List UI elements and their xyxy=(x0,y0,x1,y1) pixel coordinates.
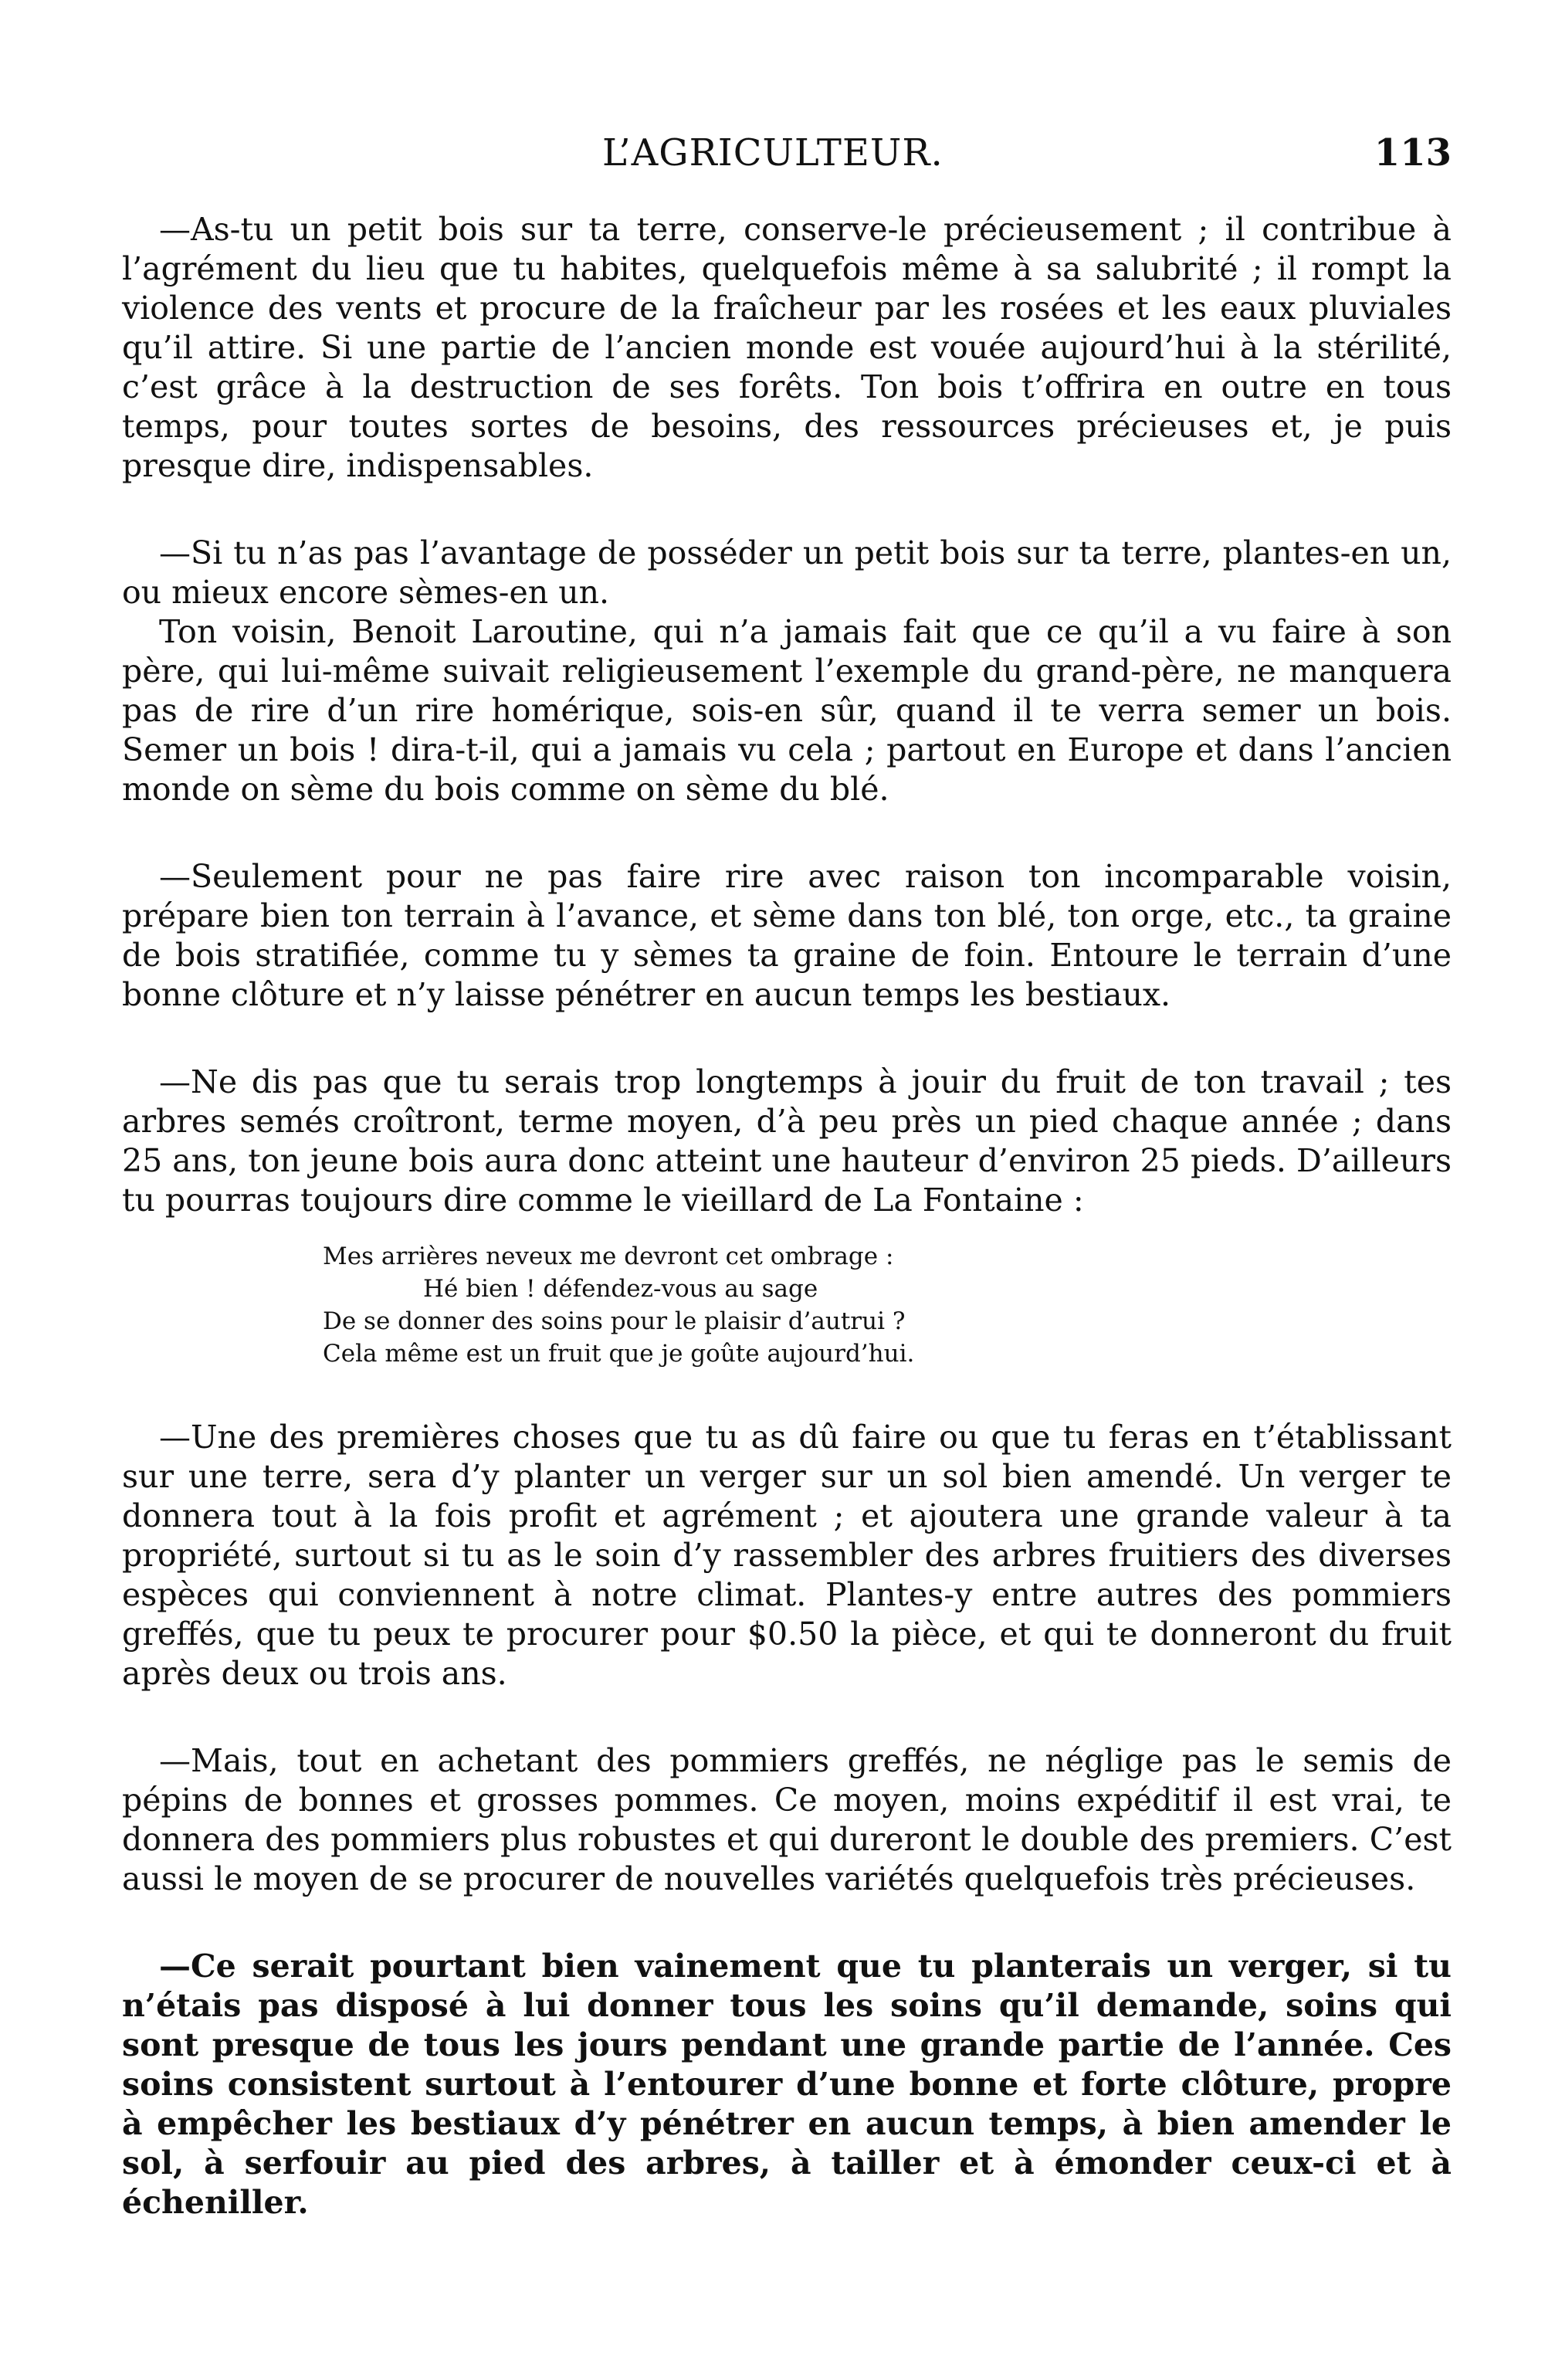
page-body xyxy=(122,210,1452,2222)
paragraph-plant-wood: —Si tu n’as pas l’avantage de posséder un petit bois sur ta terre, plantes-en un, ou mieux encore sèmes-en un. xyxy=(122,534,1452,611)
verse-line: De se donner des soins pour le plaisir d’autrui ? xyxy=(323,1307,906,1335)
paragraph-small-wood: —As-tu un petit bois sur ta terre, conserve-le précieusement ; il contribue à l’agrément du lieu que tu habites, quelquefois même à sa salubrité ; il rompt la violence des vents et procure de la fraîcheur par les rosées et les eaux pluviales qu’il attire. Si une partie de l’ancien monde est vouée aujourd’hui à la stérilité, c’est grâce à la destruction de ses forêts. Ton bois t’offrira en outre en tous temps, pour toutes sortes de besoins, des ressources précieuses et, je puis presque dire, indispensables. xyxy=(122,211,1452,484)
verse-quotation xyxy=(122,1240,1452,1370)
verse-line: Cela même est un fruit que je goûte aujourd’hui. xyxy=(323,1340,915,1368)
verse-line: Mes arrières neveux me devront cet ombrage : xyxy=(323,1243,894,1270)
paragraph-orchard: —Une des premières choses que tu as dû faire ou que tu feras en t’établissant sur une terre, sera d’y planter un verger sur un sol bien amendé. Un verger te donnera tout à la fois profit et agrément ; et ajoutera une grande valeur à ta propriété, surtout si tu as le soin d’y rassembler des arbres fruitiers des diverses espèces qui conviennent à notre climat. Plantes-y entre autres des pommiers greffés, que tu peux te procurer pour $0.50 la pièce, et qui te donneront du fruit après deux ou trois ans. xyxy=(122,1419,1452,1692)
paragraph-growth: —Ne dis pas que tu serais trop longtemps à jouir du fruit de ton travail ; tes arbres semés croîtront, terme moyen, d’à peu près un pied chaque année ; dans 25 ans, ton jeune bois aura donc atteint une hauteur d’environ 25 pieds. D’ailleurs tu pourras toujours dire comme le vieillard de La Fontaine : xyxy=(122,1063,1452,1219)
page-header xyxy=(124,130,1452,184)
paragraph-orchard-care: —Ce serait pourtant bien vainement que tu planterais un verger, si tu n’étais pas disposé à lui donner tous les soins qu’il demande, soins qui sont presque de tous les jours pendant une grande partie de l’année. Ces soins consistent surtout à l’entourer d’une bonne et forte clôture, propre à empêcher les bestiaux d’y pénétrer en aucun temps, à bien amender le sol, à serfouir au pied des arbres, à tailler et à émonder ceux-ci et à écheniller. xyxy=(122,1948,1452,2221)
page-number: 113 xyxy=(1374,131,1452,175)
paragraph-seedlings: —Mais, tout en achetant des pommiers greffés, ne néglige pas le semis de pépins de bonnes et grosses pommes. Ce moyen, moins expéditif il est vrai, te donnera des pommiers plus robustes et qui dureront le double des premiers. C’est aussi le moyen de se procurer de nouvelles variétés quelquefois très précieuses. xyxy=(122,1742,1452,1897)
running-title: L’AGRICULTEUR. xyxy=(602,131,944,175)
paragraph-prepare-ground: —Seulement pour ne pas faire rire avec raison ton incomparable voisin, prépare bien ton terrain à l’avance, et sème dans ton blé, ton orge, etc., ta graine de bois stratifiée, comme tu y sèmes ta graine de foin. Entoure le terrain d’une bonne clôture et n’y laisse pénétrer en aucun temps les bestiaux. xyxy=(122,858,1452,1013)
verse-line: Hé bien ! défendez-vous au sage xyxy=(423,1275,818,1303)
paragraph-neighbor: Ton voisin, Benoit Laroutine, qui n’a jamais fait que ce qu’il a vu faire à son père, qui lui-même suivait religieusement l’exemple du grand-père, ne manquera pas de rire d’un rire homérique, sois-en sûr, quand il te verra semer un bois. Semer un bois ! dira-t-il, qui a jamais vu cela ; partout en Europe et dans l’ancien monde on sème du bois comme on sème du blé. xyxy=(122,613,1452,808)
